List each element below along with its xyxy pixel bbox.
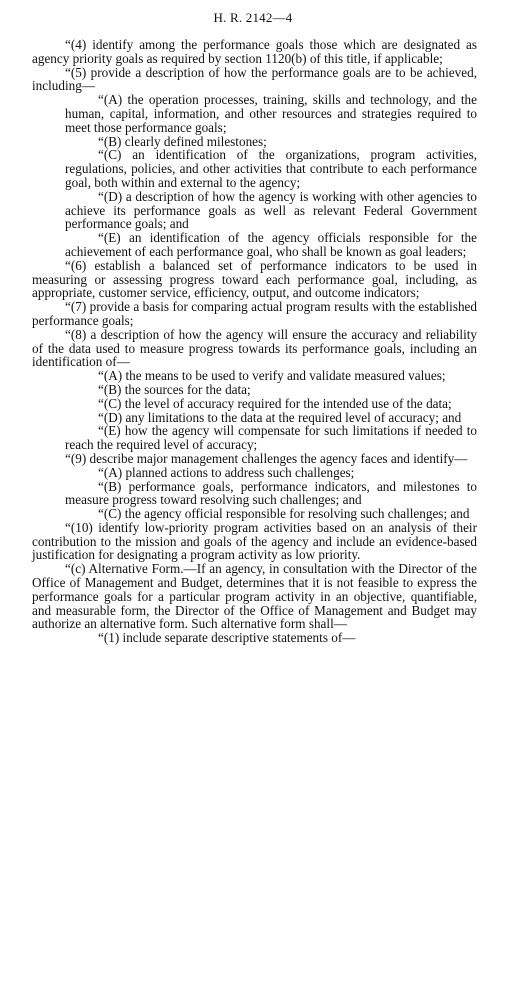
subparagraph-9b: “(B) performance goals, performance indicators, and milestones to measure progress toward resolving such challenges; and <box>65 478 477 508</box>
paragraph-8: “(8) a description of how the agency will ensure the accuracy and reliability of the data used to measure progress towards its performance goals, including an identification of— <box>32 326 477 370</box>
subparagraph-8c: “(C) the level of accuracy required for the intended use of the data; <box>98 395 452 411</box>
subparagraph-8a: “(A) the means to be used to verify and validate measured values; <box>98 368 446 384</box>
document-body <box>32 38 477 645</box>
page-header: H. R. 2142—4 <box>213 10 293 25</box>
subsection-c-alternative-form: “(c) Alternative Form.—If an agency, in consultation with the Director of the Office of Management and Budget, determines that it is not feasible to express the performance goals for a particular program activity in an objective, quantifiable, and measurable form, the Director of the Office of Management and Budget may authorize an alternative form. Such alternative form shall— <box>32 561 477 632</box>
subparagraph-9a: “(A) planned actions to address such challenges; <box>98 464 355 480</box>
paragraph-c1: “(1) include separate descriptive statements of— <box>98 630 356 646</box>
paragraph-4: “(4) identify among the performance goals those which are designated as agency priority goals as required by section 1120(b) of this title, if applicable; <box>32 37 477 66</box>
subparagraph-8b: “(B) the sources for the data; <box>98 381 251 397</box>
subparagraph-8e: “(E) how the agency will compensate for such limitations if needed to reach the required level of accuracy; <box>65 423 477 453</box>
paragraph-7: “(7) provide a basis for comparing actual program results with the established performance goals; <box>32 299 477 328</box>
subparagraph-5d: “(D) a description of how the agency is working with other agencies to achieve its performance goals as well as relevant Federal Government performance goals; and <box>65 188 477 232</box>
subparagraph-5e: “(E) an identification of the agency officials responsible for the achievement of each performance goal, who shall be known as goal leaders; <box>65 230 477 259</box>
subparagraph-5c: “(C) an identification of the organizations, program activities, regulations, policies, and other activities that contribute to each performance goal, both within and external to the agency; <box>65 147 477 190</box>
subparagraph-5b: “(B) clearly defined milestones; <box>98 133 267 149</box>
paragraph-5: “(5) provide a description of how the performance goals are to be achieved, including— <box>32 64 477 94</box>
paragraph-6: “(6) establish a balanced set of performance indicators to be used in measuring or assessing progress toward each performance goal, including, as appropriate, customer service, efficiency, output, and outcome indicators; <box>32 257 477 301</box>
paragraph-9: “(9) describe major management challenges the agency faces and identify— <box>65 450 468 466</box>
subparagraph-5a: “(A) the operation processes, training, skills and technology, and the human, capital, information, and other resources and strategies required to meet those performance goals; <box>65 92 477 135</box>
subparagraph-9c: “(C) the agency official responsible for resolving such challenges; and <box>98 506 470 522</box>
subparagraph-8d: “(D) any limitations to the data at the required level of accuracy; and <box>98 409 462 425</box>
paragraph-10: “(10) identify low-priority program activities based on an analysis of their contribution to the mission and goals of the agency and include an evidence-based justification for designating a program activity as low priority. <box>32 519 477 563</box>
